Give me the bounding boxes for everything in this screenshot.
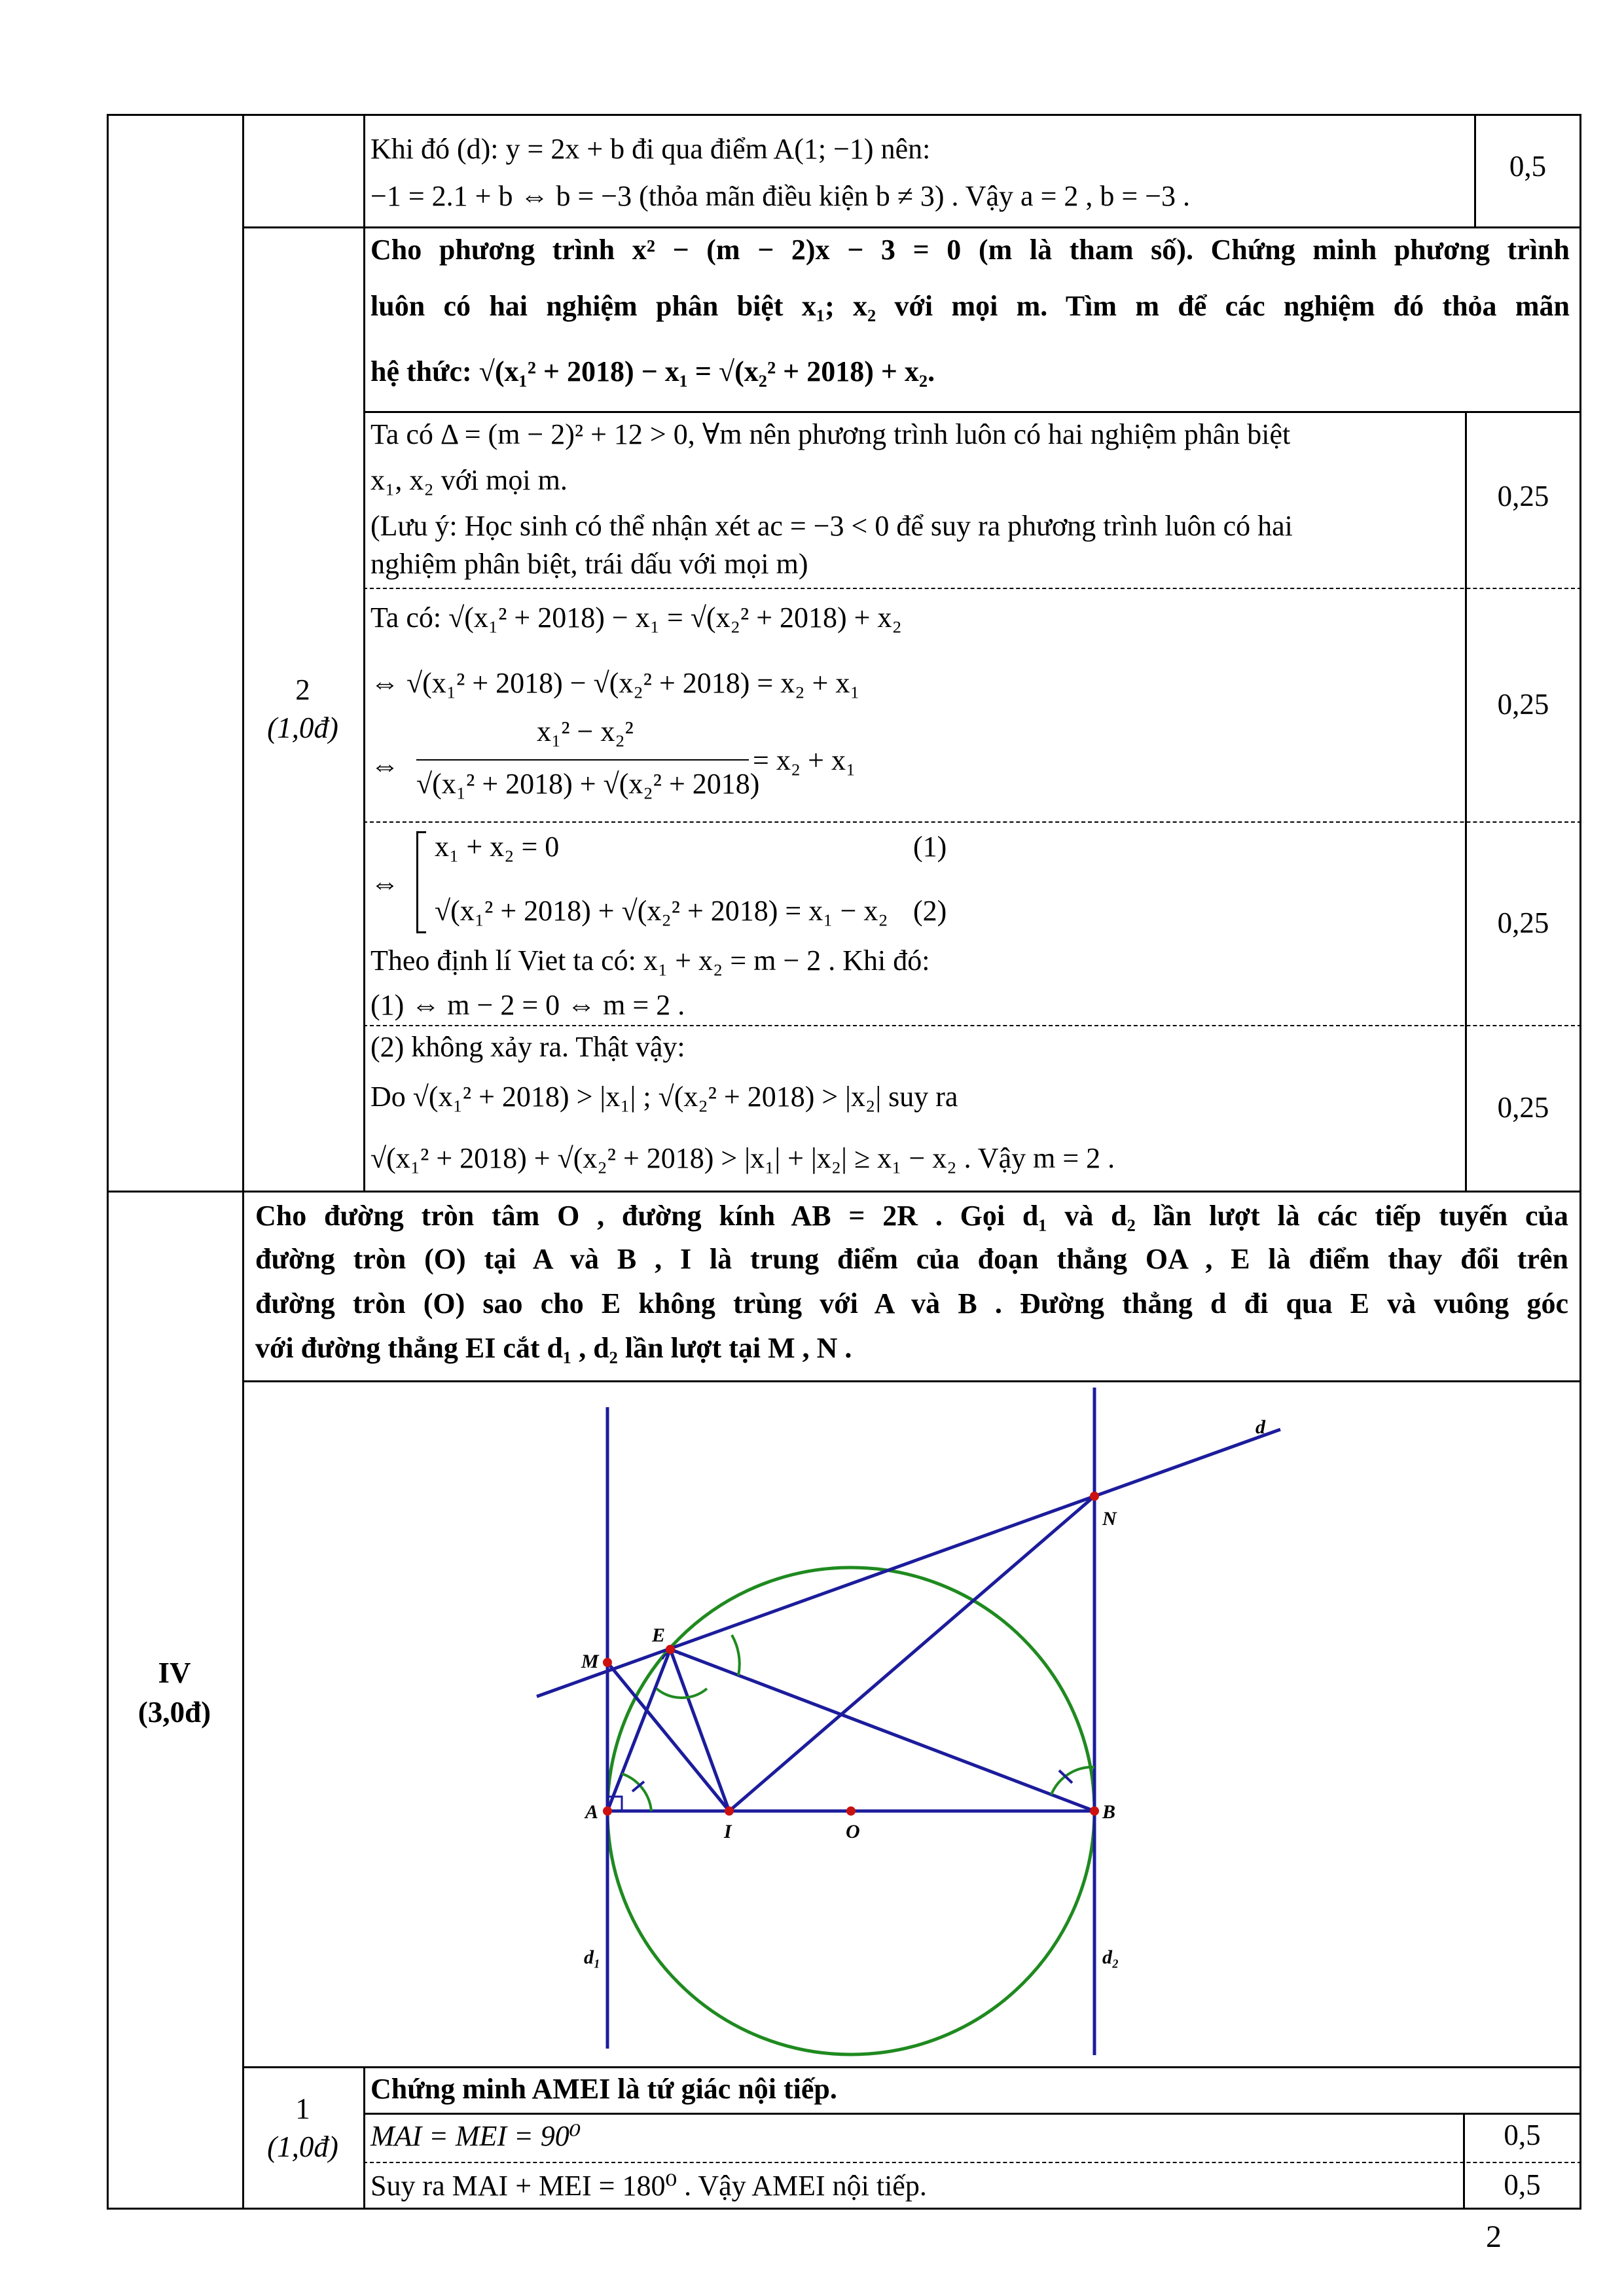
segment-eb — [670, 1649, 1094, 1811]
q2-s2-frac-den: √(x₁² + 2018) + √(x₂² + 2018) — [416, 768, 760, 800]
row-line — [242, 2066, 1581, 2068]
q4-p1-score-1: 0,5 — [1504, 2119, 1541, 2151]
label-i: I — [724, 1821, 732, 1842]
point-o — [846, 1806, 856, 1816]
row-dash — [363, 2162, 1581, 2163]
segment-mi — [607, 1662, 729, 1811]
q4-p1-number: 1 — [295, 2092, 310, 2125]
q2-s3-c1: x₁ + x₂ = 0 — [435, 831, 560, 863]
q2-s2-score: 0,25 — [1497, 688, 1549, 721]
q2-s1-l4: nghiệm phân biệt, trái dấu với mọi m) — [370, 548, 808, 580]
row-dash — [363, 588, 1581, 589]
top-score: 0,5 — [1509, 150, 1547, 183]
q2-s3-c2: √(x₁² + 2018) + √(x₂² + 2018) = x₁ − x₂ — [435, 895, 888, 927]
q4-prompt-3: đường tròn (O) sao cho E không trùng với A và B . Đường thẳng d đi qua E và vuông góc — [255, 1287, 1568, 1319]
label-d2: d₂ — [1102, 1946, 1119, 1968]
label-m: M — [581, 1651, 599, 1672]
point-a — [603, 1806, 612, 1816]
segment-ei — [670, 1649, 729, 1811]
q2-s3-c1n: (1) — [913, 831, 947, 863]
q2-s2-frac-rhs: = x₂ + x₁ — [753, 744, 856, 776]
q4-points: (3,0đ) — [137, 1696, 211, 1729]
q4-prompt-4: với đường thẳng EI cắt d₁ , d₂ lần lượt tại M , N . — [255, 1332, 852, 1364]
q2-s4-l2: Do √(x₁² + 2018) > |x₁| ; √(x₂² + 2018) > |x₂| suy ra — [370, 1081, 958, 1113]
label-a: A — [585, 1801, 599, 1823]
fraction-bar — [416, 759, 749, 761]
q4-label: IV — [158, 1657, 191, 1689]
q2-number: 2 — [295, 673, 310, 706]
q2-s3-l4: (1) ⇔ m − 2 = 0 ⇔ m = 2 . — [370, 989, 685, 1021]
bracket — [416, 831, 426, 933]
point-m — [603, 1658, 612, 1667]
row-line — [107, 1191, 1581, 1193]
row-dash — [363, 1025, 1581, 1026]
q2-s3-c2n: (2) — [913, 895, 947, 927]
col-divider-2b — [363, 2066, 365, 2210]
q2-s2-l2: ⇔ √(x₁² + 2018) − √(x₂² + 2018) = x₂ + x₁ — [370, 667, 860, 699]
point-n — [1090, 1492, 1099, 1501]
q2-s3-l3: Theo định lí Viet ta có: x₁ + x₂ = m − 2 . Khi đó: — [370, 944, 930, 977]
q4-prompt-1: Cho đường tròn tâm O , đường kính AB = 2R . Gọi d₁ và d₂ lần lượt là các tiếp tuyến của — [255, 1200, 1568, 1232]
q2-s1-l3: (Lưu ý: Học sinh có thể nhận xét ac = −3 < 0 để suy ra phương trình luôn có hai — [370, 510, 1293, 542]
q4-p1-line-2: Suy ra MAI + MEI = 180⁰ . Vậy AMEI nội tiếp. — [370, 2170, 927, 2202]
point-b — [1090, 1806, 1099, 1816]
q4-p1-points: (1,0đ) — [267, 2130, 338, 2163]
angle-arc-e2 — [732, 1635, 740, 1676]
page-number: 2 — [1486, 2219, 1502, 2254]
geometry-figure — [242, 1380, 1581, 2066]
top-line-2: −1 = 2.1 + b ⇔ b = −3 (thỏa mãn điều kiện b ≠ 3) . Vậy a = 2 , b = −3 . — [370, 180, 1191, 212]
q4-p1-line-1: MAI = MEI = 90⁰ — [370, 2120, 581, 2152]
label-e: E — [652, 1624, 666, 1646]
angle-arc-b — [1051, 1767, 1094, 1795]
q2-s2-iff: ⇔ — [370, 749, 399, 781]
col-divider-2 — [363, 114, 365, 1191]
q4-p1-score-2: 0,5 — [1504, 2168, 1541, 2201]
label-d: d — [1255, 1416, 1265, 1438]
q4-prompt-2: đường tròn (O) tại A và B , I là trung điểm của đoạn thẳng OA , E là điểm thay đổi trên — [255, 1243, 1568, 1275]
row-line — [242, 226, 1581, 228]
row-line — [363, 2113, 1581, 2115]
q2-s3-score: 0,25 — [1497, 906, 1549, 939]
q4-p1-title: Chứng minh AMEI là tứ giác nội tiếp. — [370, 2073, 837, 2105]
row-dash — [363, 821, 1581, 823]
angle-arc-e — [657, 1689, 707, 1698]
q2-s1-l1: Ta có Δ = (m − 2)² + 12 > 0, ∀m nên phương trình luôn có hai nghiệm phân biệt — [370, 418, 1291, 450]
label-b: B — [1102, 1801, 1116, 1823]
q2-prompt-3: hệ thức: √(x₁² + 2018) − x₁ = √(x₂² + 2018) + x₂. — [370, 355, 935, 387]
label-d1: d₁ — [584, 1946, 601, 1968]
point-e — [666, 1645, 675, 1654]
q2-s4-l1: (2) không xảy ra. Thật vậy: — [370, 1031, 685, 1063]
q2-s2-l1: Ta có: √(x₁² + 2018) − x₁ = √(x₂² + 2018) + x₂ — [370, 601, 902, 634]
segment-in — [729, 1496, 1094, 1811]
q2-prompt-1: Cho phương trình x² − (m − 2)x − 3 = 0 (m là tham số). Chứng minh phương trình — [370, 234, 1570, 266]
q2-s1-score: 0,25 — [1497, 480, 1549, 512]
label-o: O — [846, 1821, 860, 1842]
point-i — [725, 1806, 734, 1816]
q2-s4-score: 0,25 — [1497, 1091, 1549, 1124]
angle-arc-a — [622, 1774, 651, 1811]
q2-s1-l2: x₁, x₂ với mọi m. — [370, 464, 568, 496]
row-line — [363, 411, 1581, 413]
q2-s2-frac-num: x₁² − x₂² — [537, 715, 634, 747]
q2-points: (1,0đ) — [267, 711, 338, 744]
top-line-1: Khi đó (d): y = 2x + b đi qua điểm A(1; −1) nên: — [370, 133, 931, 165]
q2-s3-iff: ⇔ — [370, 867, 399, 899]
score-col-mid — [1465, 411, 1467, 1191]
label-n: N — [1102, 1508, 1117, 1530]
q2-prompt-2: luôn có hai nghiệm phân biệt x₁; x₂ với mọi m. Tìm m để các nghiệm đó thỏa mãn — [370, 290, 1570, 322]
q2-s4-l3: √(x₁² + 2018) + √(x₂² + 2018) > |x₁| + |x₂| ≥ x₁ − x₂ . Vậy m = 2 . — [370, 1142, 1115, 1174]
